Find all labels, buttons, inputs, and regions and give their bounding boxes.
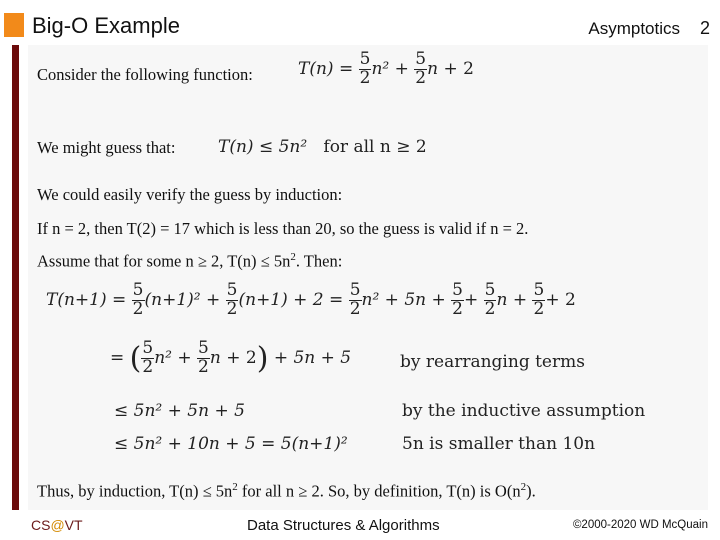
conclusion-part-b: for all n ≥ 2. So, by definition, T(n) is O(n (237, 481, 521, 501)
fraction (132, 282, 145, 319)
guess-formula (218, 137, 427, 157)
fraction-numerator: 5 (132, 280, 144, 300)
fraction (197, 340, 210, 377)
step1-term-c: n² + 5n + (361, 289, 446, 310)
footer-course: Data Structures & Algorithms (247, 517, 440, 534)
n-squared: n² (154, 347, 172, 368)
guess-lhs: T(n) ≤ 5n² (218, 137, 308, 157)
fraction-denominator: 2 (198, 356, 209, 377)
step3-expression: ≤ 5n² + 5n + 5 (114, 401, 245, 421)
fraction-numerator: 5 (533, 280, 545, 300)
function-definition (298, 51, 474, 88)
footer-vt: VT (64, 517, 83, 533)
step4-expression: ≤ 5n² + 10n + 5 = 5(n+1)² (114, 434, 348, 454)
guess-label: We might guess that: (37, 138, 176, 157)
fraction (141, 340, 154, 377)
fraction (349, 282, 362, 319)
guess-rhs: for all n ≥ 2 (323, 137, 427, 157)
fraction (532, 282, 545, 319)
slide-title: Big-O Example (32, 13, 180, 38)
slide-topic: Asymptotics (588, 19, 680, 38)
induction-step-3 (114, 401, 245, 421)
conclusion-part-a: Thus, by induction, T(n) ≤ 5n (37, 481, 233, 501)
fraction-numerator: 5 (359, 49, 371, 69)
footer-at: @ (50, 517, 65, 533)
step1-lhs: T(n+1) = (46, 289, 127, 310)
fraction (484, 282, 497, 319)
step1-term-a: (n+1)² + (144, 289, 221, 310)
verify-text: We could easily verify the guess by induction: (37, 185, 343, 204)
n-term: n (209, 347, 221, 368)
fraction-denominator: 2 (415, 67, 427, 88)
assumption-post: . Then: (295, 251, 343, 271)
plus-sign: + (394, 58, 409, 79)
induction-step-2: = ( $\frac{5}{2}$ n² + $\frac{5}{2}$ n + 2) + 5n + 5 (110, 338, 352, 377)
fraction-denominator: 2 (359, 67, 371, 88)
left-accent-bar (12, 45, 19, 510)
fraction (451, 282, 464, 319)
fraction-denominator: 2 (349, 298, 361, 319)
assumption-pre: Assume that for some n ≥ 2, T(n) ≤ 5n (37, 251, 291, 271)
note-rearranging: by rearranging terms (400, 352, 585, 372)
n-squared: n² (371, 58, 390, 79)
conclusion-text (37, 481, 536, 502)
footer-cs: CS (31, 517, 51, 533)
fraction-numerator: 5 (198, 338, 209, 358)
fraction-numerator: 5 (452, 280, 463, 300)
fraction-numerator: 5 (226, 280, 238, 300)
induction-step-4 (114, 434, 348, 454)
plus-sign: + (512, 289, 528, 310)
n-term: n (496, 289, 508, 310)
note-smaller-than: 5n is smaller than 10n (402, 434, 596, 454)
fraction (359, 51, 372, 88)
plus-two: + 2 (226, 347, 257, 368)
footer-copyright: ©2000-2020 WD McQuain (572, 519, 708, 531)
fraction-numerator: 5 (415, 49, 427, 69)
page-number: 2 (699, 18, 710, 38)
fraction (414, 51, 427, 88)
fraction-denominator: 2 (484, 298, 496, 319)
assumption-text (37, 251, 342, 272)
induction-step-1 (46, 282, 576, 319)
base-case-text: If n = 2, then T(2) = 17 which is less than 20, so the guess is valid if n = 2. (37, 219, 529, 238)
fraction-denominator: 2 (452, 298, 463, 319)
conclusion-exponent-2: 2 (520, 481, 527, 493)
note-inductive-assumption: by the inductive assumption (402, 401, 646, 421)
fraction (226, 282, 239, 319)
plus-two: + 2 (545, 289, 576, 310)
step1-term-b: (n+1) + 2 = (238, 289, 344, 310)
step2-tail: + 5n + 5 (273, 347, 352, 368)
conclusion-part-c: ). (526, 481, 536, 501)
plus-two: + 2 (443, 58, 474, 79)
fraction-denominator: 2 (533, 298, 545, 319)
fraction-numerator: 5 (349, 280, 361, 300)
plus-sign: + (177, 347, 192, 368)
function-lhs: T(n) = (298, 58, 354, 79)
fraction-denominator: 2 (132, 298, 144, 319)
assumption-exponent: 2 (290, 251, 296, 263)
fraction-denominator: 2 (142, 356, 154, 377)
plus-sign: + (463, 289, 479, 310)
consider-label: Consider the following function: (37, 65, 253, 84)
fraction-numerator: 5 (142, 338, 154, 358)
conclusion-exponent-1: 2 (232, 481, 238, 493)
footer-cs-vt (31, 517, 83, 533)
fraction-denominator: 2 (226, 298, 238, 319)
n-term: n (427, 58, 439, 79)
title-square-decoration (4, 13, 24, 37)
fraction-numerator: 5 (484, 280, 496, 300)
